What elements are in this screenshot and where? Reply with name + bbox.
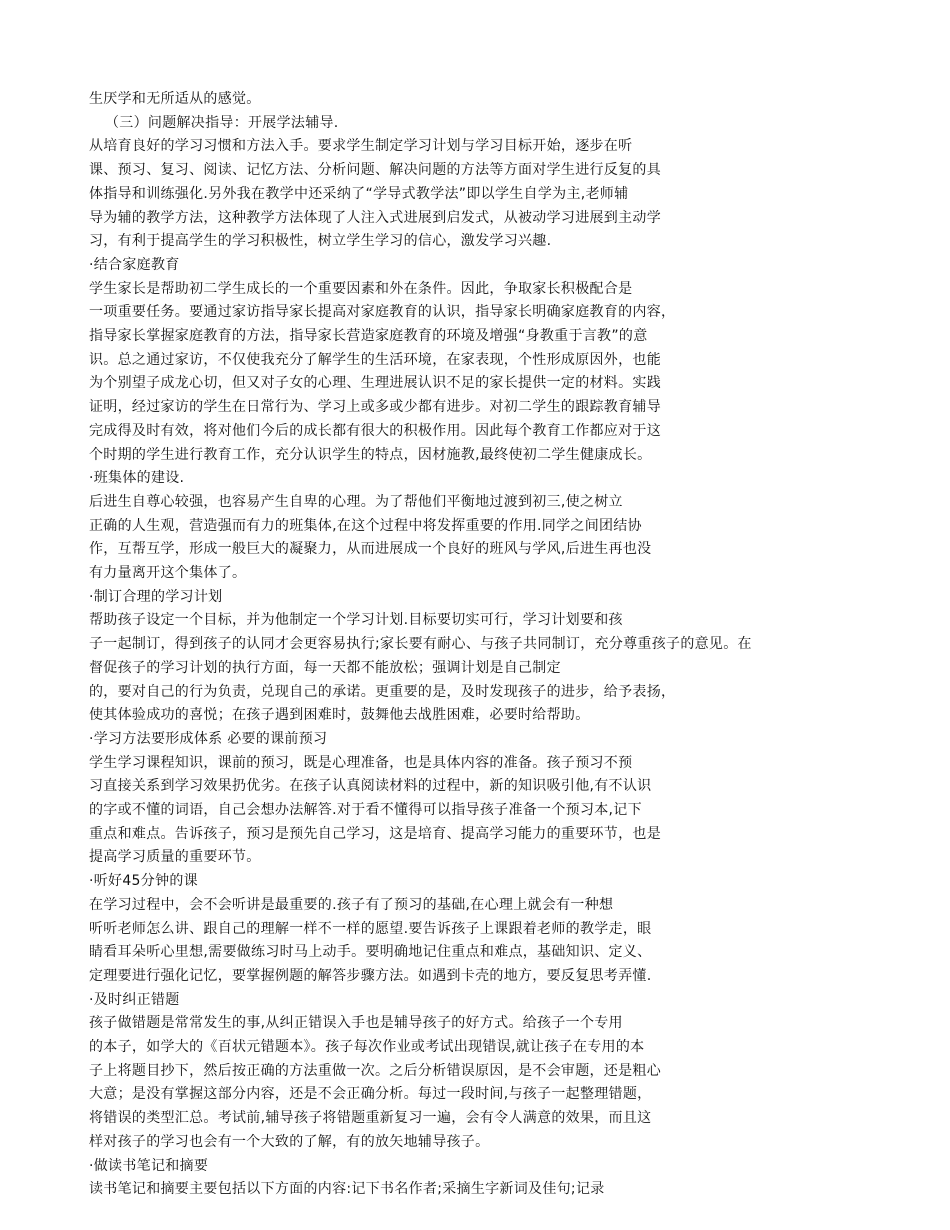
text-line: 指导家长掌握家庭教育的方法，指导家长营造家庭教育的环境及增强“身教重于言教”的意: [89, 328, 648, 344]
text-line: 听听老师怎么讲、跟自己的理解一样不一样的愿望.要告诉孩子上课跟着老师的教学走，眼: [89, 920, 652, 937]
text-line: 帮助孩子设定一个目标，并为他制定一个学习计划.目标要切实可行，学习计划要和孩: [89, 612, 623, 629]
text-line: ·学习方法要形成体系 必要的课前预习: [89, 730, 328, 747]
text-line: 习直接关系到学习效果扔优劣。在孩子认真阅读材料的过程中，新的知识吸引他,有不认识: [89, 778, 652, 795]
text-line: 学生学习课程知识，课前的预习，既是心理准备，也是具体内容的准备。孩子预习不预: [89, 754, 633, 771]
text-line: 课、预习、复习、阅读、记忆方法、分析问题、解决问题的方法等方面对学生进行反复的具: [89, 162, 661, 179]
text-line: 作，互帮互学，形成一般巨大的凝聚力，从而进展成一个良好的班风与学风,后进生再也没: [89, 541, 652, 558]
text-line: 生厌学和无所适从的感觉。: [89, 91, 261, 107]
text-line: ·制订合理的学习计划: [89, 588, 223, 605]
text-line: ·结合家庭教育: [89, 256, 180, 273]
text-line: ·及时纠正错题: [89, 991, 180, 1008]
text-line: 正确的人生观，营造强而有力的班集体,在这个过程中将发挥重要的作用.同学之间团结协: [89, 517, 642, 534]
text-line: 子一起制订，得到孩子的认同才会更容易执行;家长要有耐心、与孩子共同制订，充分尊重孩子的意见。在: [89, 636, 752, 653]
text-line: 为个别望子成龙心切，但又对子女的心理、生理进展认识不足的家长提供一定的材料。实践: [89, 375, 661, 392]
text-line: 将错误的类型汇总。考试前,辅导孩子将错题重新复习一遍，会有令人满意的效果，而且这: [89, 1110, 652, 1127]
text-line: 习，有利于提高学生的学习积极性，树立学生学习的信心，激发学习兴趣.: [89, 233, 552, 250]
text-line: 睛看耳朵听心里想,需要做练习时马上动手。要明确地记住重点和难点，基础知识、定义、: [89, 944, 652, 961]
text-line: 学生家长是帮助初二学生成长的一个重要因素和外在条件。因此，争取家长积极配合是: [89, 280, 633, 297]
text-line: 大意；是没有掌握这部分内容，还是不会正确分析。每过一段时间,与孩子一起整理错题，: [89, 1086, 652, 1103]
text-line: 的，要对自己的行为负责，兑现自己的承诺。更重要的是，及时发现孩子的进步，给予表扬，: [89, 683, 676, 700]
text-line: 一项重要任务。要通过家访指导家长提高对家庭教育的认识，指导家长明确家庭教育的内容，: [89, 304, 676, 321]
text-line: 督促孩子的学习计划的执行方面，每一天都不能放松；强调计划是自己制定: [89, 659, 561, 676]
text-line: 证明，经过家访的学生在日常行为、学习上或多或少都有进步。对初二学生的跟踪教育辅导: [89, 399, 661, 416]
text-line: 在学习过程中，会不会听讲是最重要的.孩子有了预习的基础,在心理上就会有一种想: [89, 896, 614, 913]
text-line: 的字或不懂的词语，自己会想办法解答.对于看不懂得可以指导孩子准备一个预习本,记下: [89, 802, 642, 818]
text-line: 识。总之通过家访，不仅使我充分了解学生的生活环境，在家表现，个性形成原因外，也能: [89, 351, 661, 368]
text-line: ·做读书笔记和摘要: [89, 1157, 209, 1174]
text-line: ·班集体的建设.: [89, 470, 185, 487]
text-line: 定理要进行强化记忆，要掌握例题的解答步骤方法。如遇到卡壳的地方，要反复思考弄懂.: [89, 967, 652, 984]
text-line: 读书笔记和摘要主要包括以下方面的内容:记下书名作者;采摘生字新词及佳句;记录: [89, 1181, 605, 1198]
text-line: ·听好45分钟的课: [89, 873, 198, 890]
text-line: 提高学习质量的重要环节。: [89, 849, 261, 866]
text-line: 重点和难点。告诉孩子，预习是预先自己学习，这是培育、提高学习能力的重要环节，也是: [89, 825, 661, 842]
text-line: 使其体验成功的喜悦；在孩子遇到困难时，鼓舞他去战胜困难，必要时给帮助。: [89, 707, 590, 724]
text-line: 完成得及时有效，将对他们今后的成长都有很大的积极作用。因此每个教育工作都应对于这: [89, 422, 661, 439]
text-line: （三）问题解决指导：开展学法辅导.: [105, 114, 339, 131]
text-line: 有力量离开这个集体了。: [89, 565, 247, 581]
text-line: 体指导和训练强化.另外我在教学中还采纳了“学导式教学法”即以学生自学为主,老师辅: [89, 185, 629, 202]
text-line: 子上将题目抄下，然后按正确的方法重做一次。之后分析错误原因，是不会审题，还是粗心: [89, 1062, 661, 1079]
text-line: 后进生自尊心较强，也容易产生自卑的心理。为了帮他们平衡地过渡到初三,使之树立: [89, 493, 623, 510]
text-line: 的本子，如学大的《百状元错题本》。孩子每次作业或考试出现错误,就让孩子在专用的本: [89, 1039, 645, 1055]
text-line: 个时期的学生进行教育工作，充分认识学生的特点，因材施教,最终使初二学生健康成长。: [89, 446, 652, 463]
text-line: 样对孩子的学习也会有一个大致的了解，有的放矢地辅导孩子。: [89, 1133, 490, 1150]
text-line: 从培育良好的学习习惯和方法入手。要求学生制定学习计划与学习目标开始，逐步在听: [89, 138, 633, 155]
text-line: 导为辅的教学方法，这种教学方法体现了人注入式进展到启发式，从被动学习进展到主动学: [89, 209, 661, 226]
text-line: 孩子做错题是常常发生的事,从纠正错误入手也是辅导孩子的好方式。给孩子一个专用: [89, 1015, 623, 1032]
